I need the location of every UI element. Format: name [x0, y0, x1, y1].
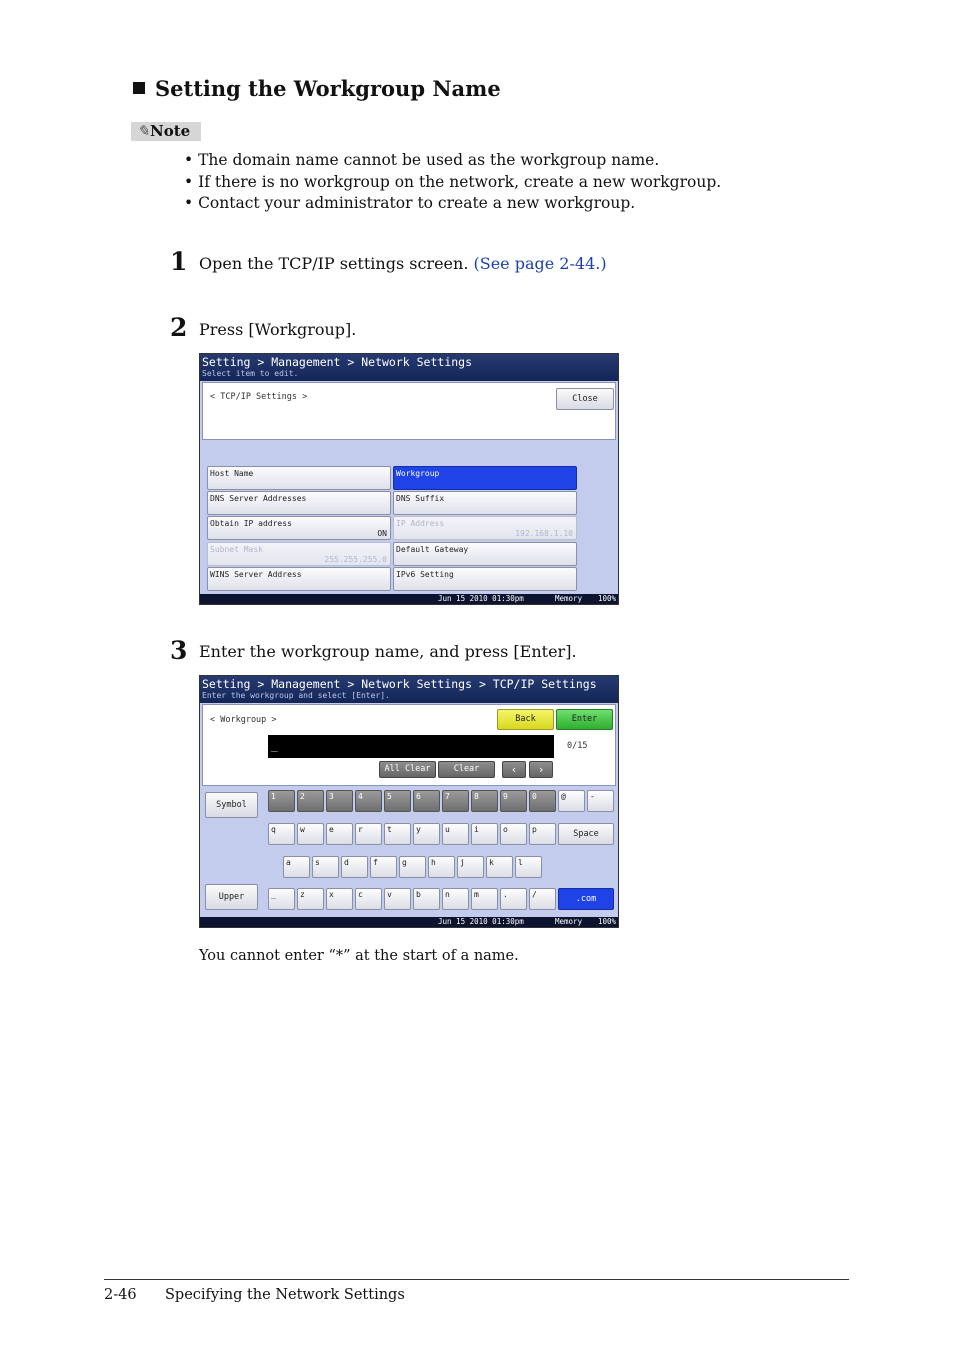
key-x[interactable]: x [326, 888, 353, 910]
note-item: • If there is no workgroup on the network, create a new workgroup. [184, 172, 722, 191]
key-k[interactable]: k [486, 856, 513, 878]
upper-button[interactable]: Upper [205, 884, 258, 910]
key-2[interactable]: 2 [297, 790, 324, 812]
chevron-left-icon: ‹ [510, 763, 518, 776]
default-gateway-button[interactable]: Default Gateway [393, 542, 577, 566]
key-p[interactable]: p [529, 823, 556, 845]
key-w[interactable]: w [297, 823, 324, 845]
key-4[interactable]: 4 [355, 790, 382, 812]
key-h[interactable]: h [428, 856, 455, 878]
note-item: • Contact your administrator to create a new workgroup. [184, 194, 636, 212]
dns-server-addresses-button[interactable]: DNS Server Addresses [207, 491, 391, 515]
close-button[interactable]: Close [556, 388, 614, 410]
key-6[interactable]: 6 [413, 790, 440, 812]
key-5[interactable]: 5 [384, 790, 411, 812]
screen-top-panel [202, 382, 616, 440]
char-counter: 0/15 [567, 741, 588, 751]
footer-divider [104, 1279, 849, 1280]
status-percent: 100% [598, 917, 617, 926]
screen-header [200, 676, 618, 703]
footnote: You cannot enter “*” at the start of a name. [199, 948, 519, 964]
workgroup-input[interactable]: _ [268, 735, 554, 758]
pencil-icon: ✎ [137, 122, 150, 140]
note-label: ✎Note [131, 122, 201, 141]
key-u[interactable]: u [442, 823, 469, 845]
step-number: 1 [170, 247, 188, 276]
note-item: • The domain name cannot be used as the workgroup name. [184, 151, 660, 169]
dns-suffix-button[interactable]: DNS Suffix [393, 491, 577, 515]
key-n[interactable]: n [442, 888, 469, 910]
step-text: Enter the workgroup name, and press [Enter]. [199, 642, 577, 661]
key-0[interactable]: 0 [529, 790, 556, 812]
breadcrumb: < TCP/IP Settings > [210, 392, 308, 402]
step-text: Press [Workgroup]. [199, 320, 357, 339]
step-number: 2 [170, 313, 188, 342]
key-9[interactable]: 9 [500, 790, 527, 812]
cursor-right-button[interactable] [529, 761, 553, 778]
back-button[interactable]: Back [497, 709, 554, 730]
ipv6-setting-button[interactable]: IPv6 Setting [393, 567, 577, 591]
see-page-link[interactable]: (See page 2-44.) [473, 254, 607, 273]
wins-server-address-button[interactable]: WINS Server Address [207, 567, 391, 591]
screen-subtitle: Select item to edit. [202, 369, 299, 378]
screen-title: Setting > Management > Network Settings > TCP/IP Settings [202, 677, 597, 691]
key-y[interactable]: y [413, 823, 440, 845]
step-number: 3 [170, 636, 188, 665]
cursor-left-button[interactable] [502, 761, 526, 778]
key-f[interactable]: f [370, 856, 397, 878]
status-memory: Memory [555, 917, 583, 926]
status-percent: 100% [598, 594, 617, 603]
key-7[interactable]: 7 [442, 790, 469, 812]
status-datetime: Jun 15 2010 01:30pm [438, 917, 524, 926]
key-s[interactable]: s [312, 856, 339, 878]
symbol-button[interactable]: Symbol [205, 792, 258, 818]
key-j[interactable]: j [457, 856, 484, 878]
host-name-button[interactable]: Host Name [207, 466, 391, 490]
key-v[interactable]: v [384, 888, 411, 910]
key-hyphen[interactable]: - [587, 790, 614, 812]
key-t[interactable]: t [384, 823, 411, 845]
dotcom-button[interactable]: .com [558, 888, 614, 910]
square-bullet-icon [133, 82, 145, 94]
key-b[interactable]: b [413, 888, 440, 910]
key-r[interactable]: r [355, 823, 382, 845]
key-i[interactable]: i [471, 823, 498, 845]
chevron-right-icon: › [537, 763, 545, 776]
status-bar [200, 594, 618, 604]
key-period[interactable]: . [500, 888, 527, 910]
key-q[interactable]: q [268, 823, 295, 845]
key-e[interactable]: e [326, 823, 353, 845]
screen-subtitle: Enter the workgroup and select [Enter]. [202, 691, 390, 700]
status-bar [200, 917, 618, 927]
key-g[interactable]: g [399, 856, 426, 878]
screen-top-panel [202, 704, 616, 786]
subnet-mask-button: Subnet Mask 255.255.255.0 [207, 542, 391, 566]
note-list [184, 150, 721, 215]
key-d[interactable]: d [341, 856, 368, 878]
screen-title: Setting > Management > Network Settings [202, 355, 473, 369]
key-c[interactable]: c [355, 888, 382, 910]
step-text: Open the TCP/IP settings screen. (See page 2-44.) [199, 254, 607, 273]
all-clear-button[interactable]: All Clear [379, 761, 436, 778]
status-memory: Memory [555, 594, 583, 603]
key-at[interactable]: @ [558, 790, 585, 812]
chapter-title: Specifying the Network Settings [165, 1287, 405, 1303]
key-m[interactable]: m [471, 888, 498, 910]
clear-button[interactable]: Clear [438, 761, 495, 778]
key-underscore[interactable]: _ [268, 888, 295, 910]
key-1[interactable]: 1 [268, 790, 295, 812]
workgroup-button[interactable]: Workgroup [393, 466, 577, 490]
key-slash[interactable]: / [529, 888, 556, 910]
space-button[interactable]: Space [558, 823, 614, 845]
key-8[interactable]: 8 [471, 790, 498, 812]
breadcrumb: < Workgroup > [210, 715, 277, 725]
section-title: Setting the Workgroup Name [133, 76, 501, 101]
key-l[interactable]: l [515, 856, 542, 878]
key-o[interactable]: o [500, 823, 527, 845]
ip-address-button: IP Address 192.168.1.10 [393, 516, 577, 540]
enter-button[interactable]: Enter [556, 709, 613, 730]
obtain-ip-address-button[interactable]: Obtain IP address ON [207, 516, 391, 540]
workgroup-entry-screen [199, 675, 619, 928]
tcpip-settings-screen [199, 353, 619, 605]
key-3[interactable]: 3 [326, 790, 353, 812]
screen-header [200, 354, 618, 381]
status-datetime: Jun 15 2010 01:30pm [438, 594, 524, 603]
page-number: 2-46 [104, 1287, 137, 1303]
key-z[interactable]: z [297, 888, 324, 910]
key-a[interactable]: a [283, 856, 310, 878]
